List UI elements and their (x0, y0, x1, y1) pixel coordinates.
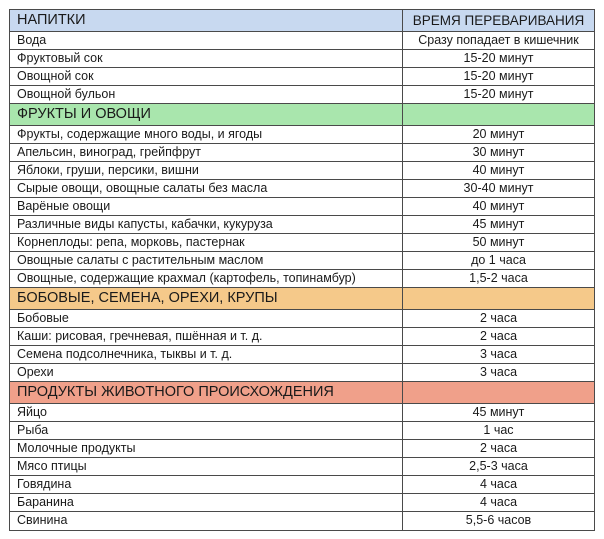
table-row (10, 32, 594, 50)
table-row (10, 126, 594, 144)
table-row (10, 180, 594, 198)
section-header-animal (10, 382, 594, 404)
table-row (10, 198, 594, 216)
food-name-cell: Бобовые (10, 310, 403, 327)
digestion-time-cell: 3 часа (479, 365, 518, 379)
digestion-time-cell: 2 часа (479, 441, 518, 455)
food-name-cell: Каши: рисовая, гречневая, пшённая и т. д. (10, 328, 403, 345)
table-row (10, 68, 594, 86)
food-name-cell: Яйцо (10, 404, 403, 421)
food-name-cell: Варёные овощи (10, 198, 403, 215)
food-name-cell: Вода (10, 32, 403, 49)
table-row (10, 328, 594, 346)
digestion-time-cell: до 1 часа (471, 253, 526, 267)
digestion-time-cell: 5,5-6 часов (465, 513, 532, 527)
digestion-time-cell: 1,5-2 часа (469, 271, 528, 285)
table-row (10, 494, 594, 512)
digestion-time-cell: 1 час (483, 423, 514, 437)
food-name-cell: Мясо птицы (10, 458, 403, 475)
food-name-cell: Свинина (10, 512, 403, 530)
table-row (10, 86, 594, 104)
digestion-time-cell: 30-40 минут (463, 181, 534, 195)
digestion-time-cell: 15-20 минут (463, 69, 534, 83)
table-row (10, 476, 594, 494)
digestion-time-cell: 50 минут (472, 235, 525, 249)
food-name-cell: Корнеплоды: репа, морковь, пастернак (10, 234, 403, 251)
table-row (10, 458, 594, 476)
digestion-time-cell: 45 минут (472, 405, 525, 419)
digestion-time-cell: Сразу попадает в кишечник (418, 33, 579, 47)
food-name-cell: Сырые овощи, овощные салаты без масла (10, 180, 403, 197)
table-row (10, 512, 594, 530)
digestion-time-cell: 45 минут (472, 217, 525, 231)
digestion-time-cell: 4 часа (479, 495, 518, 509)
table-row (10, 346, 594, 364)
food-name-cell: Говядина (10, 476, 403, 493)
section-title: ПРОДУКТЫ ЖИВОТНОГО ПРОИСХОЖДЕНИЯ (10, 382, 403, 403)
section-header-fruits (10, 104, 594, 126)
section-title: БОБОВЫЕ, СЕМЕНА, ОРЕХИ, КРУПЫ (10, 288, 403, 309)
time-column-header (403, 382, 594, 403)
digestion-time-cell: 4 часа (479, 477, 518, 491)
food-name-cell: Различные виды капусты, кабачки, кукуруза (10, 216, 403, 233)
food-name-cell: Рыба (10, 422, 403, 439)
food-name-cell: Овощные, содержащие крахмал (картофель, топинамбур) (10, 270, 403, 287)
table-row (10, 144, 594, 162)
digestion-time-cell: 40 минут (472, 163, 525, 177)
food-name-cell: Орехи (10, 364, 403, 381)
digestion-time-cell: 2 часа (479, 311, 518, 325)
food-name-cell: Апельсин, виноград, грейпфрут (10, 144, 403, 161)
digestion-time-cell: 3 часа (479, 347, 518, 361)
digestion-time-cell: 15-20 минут (463, 51, 534, 65)
table-row (10, 216, 594, 234)
food-name-cell: Яблоки, груши, персики, вишни (10, 162, 403, 179)
digestion-time-cell: 2,5-3 часа (469, 459, 528, 473)
section-title: НАПИТКИ (10, 10, 403, 31)
table-row (10, 252, 594, 270)
food-name-cell: Фруктовый сок (10, 50, 403, 67)
digestion-time-cell: 15-20 минут (463, 87, 534, 101)
table-row (10, 422, 594, 440)
table-row (10, 270, 594, 288)
digestion-time-cell: 30 минут (472, 145, 525, 159)
digestion-time-cell: 40 минут (472, 199, 525, 213)
food-name-cell: Овощной сок (10, 68, 403, 85)
time-column-header (403, 288, 594, 309)
section-header-drinks (10, 10, 594, 32)
digestion-time-cell: 2 часа (479, 329, 518, 343)
table-row (10, 404, 594, 422)
table-row (10, 310, 594, 328)
table-row (10, 234, 594, 252)
food-name-cell: Семена подсолнечника, тыквы и т. д. (10, 346, 403, 363)
food-name-cell: Овощные салаты с растительным маслом (10, 252, 403, 269)
table-row (10, 364, 594, 382)
food-name-cell: Овощной бульон (10, 86, 403, 103)
section-header-legumes (10, 288, 594, 310)
time-column-header: ВРЕМЯ ПЕРЕВАРИВАНИЯ (412, 13, 585, 28)
food-name-cell: Молочные продукты (10, 440, 403, 457)
table-row (10, 50, 594, 68)
table-row (10, 440, 594, 458)
food-name-cell: Фрукты, содержащие много воды, и ягоды (10, 126, 403, 143)
digestion-time-cell: 20 минут (472, 127, 525, 141)
section-title: ФРУКТЫ И ОВОЩИ (10, 104, 403, 125)
food-name-cell: Баранина (10, 494, 403, 511)
digestion-time-table (9, 9, 595, 531)
time-column-header (403, 104, 594, 125)
table-row (10, 162, 594, 180)
